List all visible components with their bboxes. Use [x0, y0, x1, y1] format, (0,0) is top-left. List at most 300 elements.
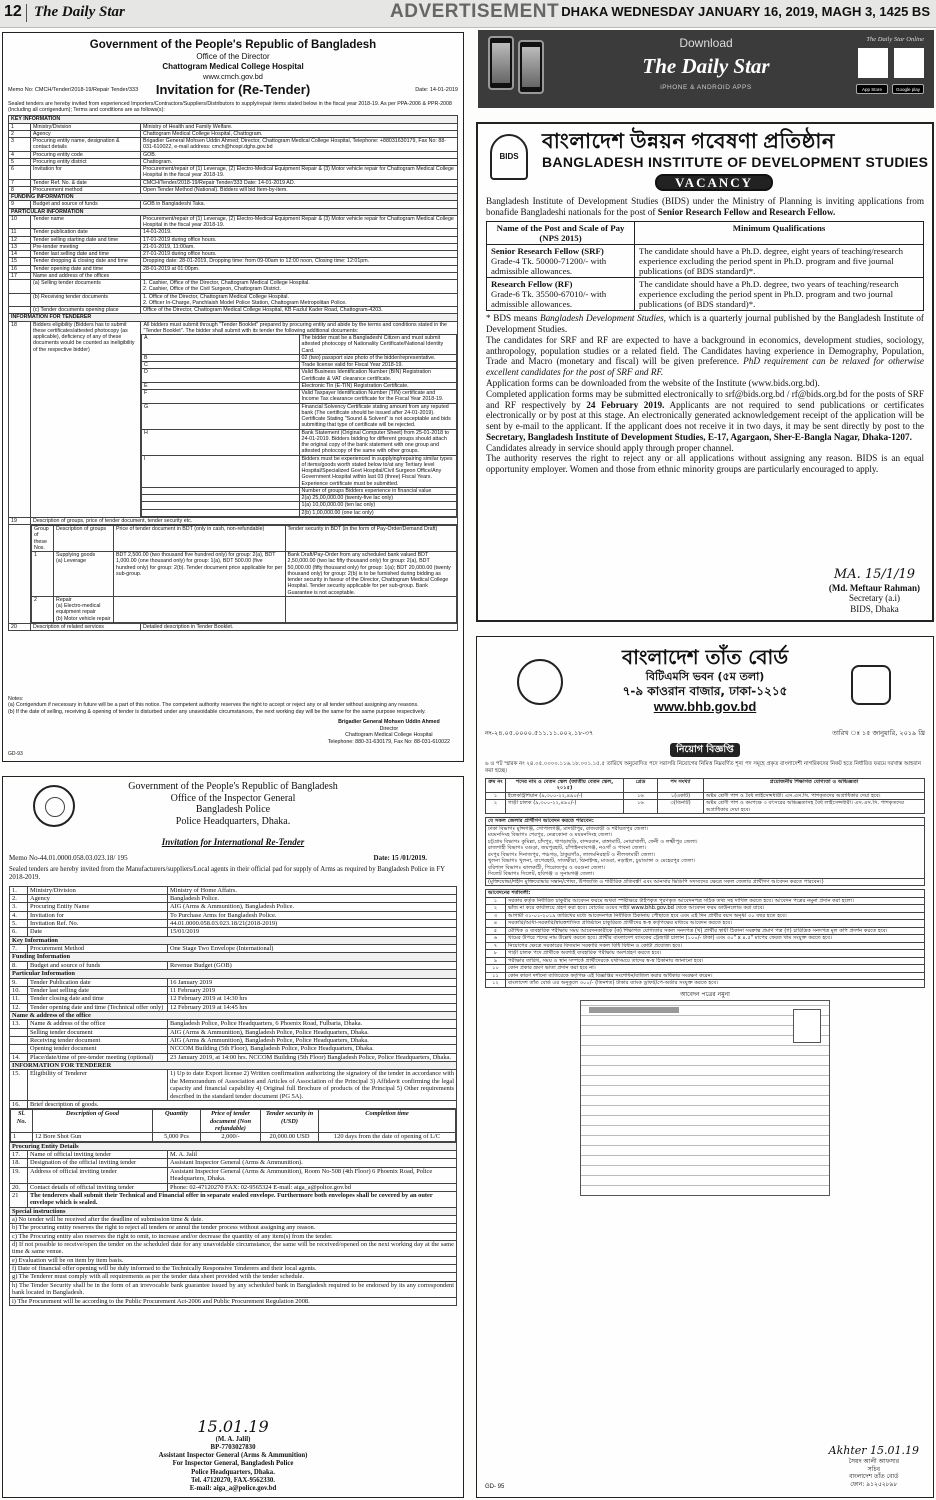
table-cell: Ministry of Health and Family Welfare. — [141, 123, 458, 130]
table-cell: গ্রেড — [624, 778, 658, 792]
cmch-title: Invitation for (Re-Tender) — [155, 81, 311, 97]
table-cell: 18. — [10, 1159, 28, 1167]
bids-para-submission: Completed application forms may be submitted electronically to srf@bids.org.bd / rf@bids.org.bd for the posts of SRF and RF respectively by 24 February 2019. Applicants are not required to send publications or certificates electronically or by post at this stage. An electronically generated acknowledgement receipt of the application will be sent by e-mail to the applicant. If the applicant does not receive it in two days, it may be sent directly by post to the Secretary, Bangladesh Institute of Development Studies, E-17, Agargaon, Sher-E-Bangla Nagar, Dhaka-1207. — [486, 388, 925, 442]
groups-cell — [31, 525, 458, 624]
table-cell: 2,000/- — [201, 1133, 261, 1141]
table-cell: 1 — [9, 123, 31, 130]
section-row — [9, 116, 458, 123]
table-cell: i) The Procurement will be according to the Public Procurement Act-2006 and Public Procurement Regulation 2008. — [10, 1297, 457, 1305]
table-row — [142, 390, 457, 404]
table-row — [9, 623, 458, 630]
table-cell: Procurement method — [31, 186, 141, 193]
cmch-signatory-post: Director — [379, 725, 399, 732]
form-heading-bar — [589, 1007, 679, 1013]
section-row — [10, 936, 457, 944]
table-cell: 4. — [10, 911, 28, 919]
table-cell: 11 — [9, 229, 31, 236]
table-cell: 120 days from the date of opening of L/C — [319, 1133, 456, 1141]
table-row — [10, 1191, 457, 1207]
bhb-signer-phone: ফোন: ৯১২৫২৮৯৮ — [850, 1481, 898, 1489]
table-cell — [9, 280, 31, 294]
table-cell: Assistant Inspector General (Arms & Ammunition), Room No-508 (4th Floor) 6 Phoenix Road, Police Headquarters, Dhaka. — [168, 1167, 457, 1183]
police-signer-name: (M. A. Jalil) — [215, 1435, 251, 1443]
section-heading: INFORMATION FOR TENDERER — [10, 1062, 457, 1070]
table-cell: 15 — [9, 258, 31, 265]
table-row — [9, 130, 458, 137]
bids-para-background: The candidates for SRF and RF are expected to have a background in economics, development studies, sociology, anthropology, population studies or a related field. The Candidates having experience in Demography, Population, Trade and Macro (monetary and fiscal) will be given preference. PhD requirement can be relaxed for otherwise excellent candidates for the post of SRF and RF. — [486, 334, 924, 378]
bids-english-title: BANGLADESH INSTITUTE OF DEVELOPMENT STUDIES — [542, 154, 929, 170]
table-row — [9, 243, 458, 250]
bhb-intro: ৬ ও পট স্মারক নং ২৪.০৫.০০০০.১১৬.১৮.০০১.১৫.৫ তারিখে অনুমোদিত পদে সরাসরি নিয়োগের নিমিত্ত নিম্নবর্ণিত শূন্য পদ সমূহে প্রকৃত বাংলাদেশী নাগরিকদের নিকট হতে নির্ধারিত ফরমে দরখাস্ত আহবান করা হচ্ছে। — [485, 760, 921, 774]
table-cell: Tender security in BDT (in the form of Pay-Order/Demand Draft) — [285, 526, 457, 552]
district-line: সিলেট বিভাগঃ সিলেট, হবিগঞ্জ ও সুনামগঞ্জ জেলা। — [488, 871, 595, 878]
table-row — [10, 1241, 457, 1257]
table-cell: Trade license valid for Fiscal Year 2018-19. — [299, 362, 457, 369]
google-play-button[interactable]: Google play — [892, 84, 924, 94]
section-heading: Particular Information — [10, 970, 457, 978]
app-store-button[interactable]: App Store — [856, 84, 888, 94]
table-row — [486, 965, 925, 973]
cmch-gd: GD-93 — [8, 750, 23, 757]
bids-signer-name: (Md. Meftaur Rahman) — [828, 582, 920, 593]
table-cell: 5,000 Pcs — [153, 1133, 201, 1141]
table-cell: Designation of the official inviting tender — [28, 1159, 168, 1167]
table-row — [487, 278, 924, 311]
table-cell: AIG (Arms & Ammunition), Bangladesh Police, Police Headquarters, Dhaka. — [168, 1028, 457, 1036]
table-cell: All bidders must submit through "Tender Booklet" prepared by procuring entity and abide by the terms and conditions stated in the "Tender Booklet". The bidder shall submit with its tender the following additional documents: — [143, 321, 448, 334]
bids-signatory — [829, 568, 920, 614]
district-list — [486, 825, 925, 878]
table-cell: Sl. No. — [11, 1110, 33, 1133]
table-cell: 3 — [9, 138, 31, 152]
section-heading: Name & address of the office — [10, 1011, 457, 1019]
table-row — [486, 800, 925, 814]
table-cell: e) Evaluation will be on item by item basis. — [10, 1256, 457, 1264]
table-row — [10, 886, 457, 894]
table-cell: Tender opening date and time (Technical offer only) — [28, 1003, 168, 1011]
table-cell: Tender Ref. No. & date — [31, 179, 141, 186]
post-qualification: The candidate should have a Ph.D. degree, two years of teaching/research experience excluding the period spent in Ph.D. program and two journal publications (of BDS standard)*. — [635, 278, 924, 311]
district-line: বরিশাল বিভাগঃ ঝালকাঠী, পিরোজপুর ও বরগুনা জেলা। — [488, 864, 605, 871]
issue-date: DHAKA WEDNESDAY JANUARY 16, 2019, MAGH 3, 1425 BS — [561, 4, 930, 19]
table-row — [142, 403, 457, 429]
table-row — [10, 1265, 457, 1273]
table-cell: 8 — [9, 186, 31, 193]
banner-download-label: Download — [679, 36, 733, 50]
table-cell: Date — [28, 928, 168, 936]
table-cell: 3. — [10, 903, 28, 911]
bhb-building: বিটিএমসি ভবন (৫ম তলা) — [645, 670, 765, 683]
cmch-memo: Memo No: CMCH/Tender/2018-19/Repair Tender/333 — [8, 86, 139, 93]
note-line: (b) If the date of selling, receiving & opening of tender is disturbed under any unavoidable circumstances, the next working day will be the same for the same purpose respectively. — [8, 708, 426, 715]
bhb-notice-badge: নিয়োগ বিজ্ঞপ্তি — [670, 743, 740, 757]
table-cell: 13. — [10, 1020, 28, 1028]
table-cell: 19. — [10, 1167, 28, 1183]
table-row — [486, 935, 925, 943]
table-cell: d) If not possible to receive/open the tender on the scheduled date for any unavoidable circumstance, the same will be received/opened on the next working day at the same time & same venue. — [10, 1241, 457, 1257]
table-cell — [141, 272, 458, 279]
bids-posts-table — [486, 221, 924, 312]
table-row — [9, 525, 458, 624]
table-cell: Quantity — [153, 1110, 201, 1133]
masthead — [0, 0, 936, 28]
table-row — [486, 778, 925, 792]
table-cell: ইলেকট্রিশিয়ান (৯,৩০০-২২,৪৯০/-) — [506, 792, 624, 800]
qr-code-icon — [858, 48, 888, 78]
section-heading: Key Information — [10, 936, 457, 944]
table-cell: Tender opening date and time — [31, 265, 141, 272]
table-row — [10, 1109, 457, 1142]
table-cell: 12 Bore Shot Gun — [33, 1133, 153, 1141]
table-cell: 18 — [9, 321, 31, 517]
table-cell: Phone: 02-47120270 FAX: 02-9565324 E-mail: aiga_a@police.gov.bd — [168, 1183, 457, 1191]
cmch-intro: Sealed tenders are hereby invited from experienced Importers/Contractors/Suppliers/Distributors to supply/repair items stated below in the fiscal year 2018-19. As per PPA-2006 & PPR-2008 (Including all corrigendum); Terms and conditions are as follows(s): — [8, 100, 452, 114]
table-cell: 7 — [9, 179, 31, 186]
table-cell: ক্রম নং — [486, 778, 506, 792]
table-cell: Tender publication date — [31, 229, 141, 236]
table-row — [486, 825, 925, 878]
table-row — [11, 1110, 456, 1133]
table-cell: 11 February 2019 — [168, 986, 457, 994]
bids-signer-org: BIDS, Dhaka — [850, 603, 899, 614]
table-row — [142, 502, 457, 509]
table-cell: 2. — [10, 894, 28, 902]
table-cell: আবেদনের শর্তাবলী: — [486, 890, 925, 898]
table-cell: A — [142, 335, 300, 355]
table-row — [10, 911, 457, 919]
bhb-signature: Akhter 15.01.19 — [828, 1443, 919, 1457]
table-cell: Procurement/repair of (1) Leverage, (2) Electro-Medical Equipment Repair & (3) Motor vehicle repair for Chattogram Medical College Hospital in the fiscal year 2018-19. — [141, 166, 458, 180]
table-cell: অষ্টম শ্রেণী পাশ ও বৈধ লাইসেন্সধারী। এস.এস.সি. পাশকৃতদের অগ্রাধিকার দেয়া হবে। — [704, 792, 925, 800]
table-cell: (b) Receiving tender documents — [31, 293, 141, 307]
table-cell: 17. — [10, 1151, 28, 1159]
page-number: 12 — [4, 3, 22, 20]
police-signatory — [3, 1417, 463, 1493]
police-header-2: Office of the Inspector General — [170, 792, 296, 804]
table-row — [10, 1273, 457, 1281]
table-cell: b) The procuring entity reserves the right to reject all tenders or annul the tender process without assigning any reason. — [10, 1224, 457, 1232]
table-cell: ভাঁজ না করে কার্যালয়ে গ্রহণ করা হবে। বোর্ডের ওয়েব সাইট www.bhb.gov.bd থেকে আবেদন ফরম ডাউনলোড করা যাবে। — [506, 905, 925, 913]
table-cell: 12 February 2019 at 14:30 hrs — [168, 995, 457, 1003]
table-row — [142, 369, 457, 383]
cmch-signatory-org: Chattogram Medical College Hospital — [345, 732, 433, 739]
table-row — [9, 236, 458, 243]
table-cell: 1(a) 10,00,000.00 (ten lac only) — [299, 502, 457, 509]
table-cell: ৮ — [486, 950, 506, 958]
bids-signer-post: Secretary (a.i) — [848, 593, 900, 604]
table-row — [486, 980, 925, 988]
bhb-date: তারিখ ঃ ১৫ জানুয়ারি, ২০১৯ খ্রি — [832, 729, 925, 737]
table-row — [486, 972, 925, 980]
eligibility-table — [141, 322, 457, 517]
table-row — [486, 942, 925, 950]
table-cell: খামের উপরে পদের নাম উল্লেখ করতে হবে। প্রার্থীর বাংলাদেশ ব্যাংকের ট্রেজারী চালান (১০০/- টাকা) এবং ৩০" x ৪.৫" মাপের ফেরত খাম সংযুক্ত করতে হবে। — [506, 935, 925, 943]
table-cell: Name of official inviting tender — [28, 1151, 168, 1159]
table-cell: Revenue Budget (GOB) — [168, 961, 457, 969]
table-cell: Eligibility of Tenderer — [28, 1070, 168, 1100]
district-line: ঢাকা বিভাগঃ মুন্সিগঞ্জ, গোপালগঞ্জ, মাদারীপুর, রাজবাড়ী ও শরীয়তপুর জেলা। — [488, 825, 649, 832]
bhb-recruitment-ad — [476, 636, 934, 1498]
police-tender-ad — [2, 776, 464, 1498]
table-cell: One Stage Two Envelope (International) — [168, 945, 457, 953]
table-cell: Bank Draft/Pay-Order from any scheduled bank valued BDT 2,50,000.00 (two lac fifty thousand only) for group: 2(a), BDT 50,000.00 (fifty thousand only) for group: 1(a); BDT 20,000.00 (twenty thousand only) for group: 2(b) is to be furnished during bidding as tender security in favour of the Director, Chattogram Medical College Hospital. Tender security applicable for per sub-group. Bank Guarantee is not acceptable. — [285, 552, 457, 597]
table-cell: ৩(তিনটি) — [658, 800, 704, 814]
table-row — [9, 138, 458, 152]
cmch-notes — [8, 696, 458, 715]
cmch-tender-ad — [2, 32, 464, 762]
table-row — [486, 905, 925, 913]
table-cell: Bangladesh Police. — [168, 894, 457, 902]
bhb-conditions-table — [485, 889, 925, 988]
table-cell: Place/date/time of pre-tender meeting (optional) — [28, 1053, 168, 1061]
table-cell — [10, 1045, 28, 1053]
table-cell: 15/01/2019 — [168, 928, 457, 936]
table-cell: (a) Selling tender documents — [31, 280, 141, 294]
table-row — [9, 251, 458, 258]
table-row — [10, 1100, 457, 1108]
table-cell: ১ — [486, 897, 506, 905]
app-download-banner[interactable] — [478, 30, 934, 108]
table-cell: Procuring entity code — [31, 151, 141, 158]
bids-vacancy-ad — [476, 122, 934, 622]
table-cell: মৌখিক ও ব্যবহারিক পরীক্ষায় সময় আবেদনকারীকে (ক) শিক্ষাগত যোগ্যতার সকল সনদপত্র (খ) প্রার্থীর স্থায়ী ঠিকানা সংক্রান্ত প্রমাণ পত্র (গ) চারিত্রিক সনদপত্র মূল কপি প্রদর্শন করতে হবে। — [506, 927, 925, 935]
table-cell: Office of the Director, Chattogram Medical College Hospital, KB Fazlul Kader Road, Chattogram-4203. — [141, 307, 458, 314]
bhb-website[interactable]: www.bhb.gov.bd — [653, 698, 757, 714]
table-cell: ৭ — [486, 942, 506, 950]
table-cell: 44.01.0000.058.03.023.18/21(2018-2019) — [168, 920, 457, 928]
bids-col-qualification: Minimum Qualifications — [635, 221, 924, 244]
table-cell: 1) Up to date Export license 2) Written confirmation authorizing the signatory of the tender in accordance with the Memorandum of Association and Articles of Association of the Principal 3) Affidavit confirming the legal capacity and financial capability 4) Original full Brochure of products of the Principal 5) Other requirements described in the standard tender document (PG 5A). — [168, 1070, 457, 1100]
table-cell: বাংলাদেশ তাঁত বোর্ড এর অনুকূলে ৩০০/- (তিনশত) টাকার ব্যাংক ড্রাফট/পে-অর্ডার সংযুক্ত করতে হবে। — [506, 980, 925, 988]
table-row — [10, 920, 457, 928]
post-grade: Grade-4 Tk. 50000-71200/- with admissible allowances. — [491, 255, 607, 276]
police-header-1: Government of the People's Republic of Bangladesh — [128, 781, 338, 792]
table-row — [10, 894, 457, 902]
table-cell: Valid Business Identification Number (BIN) Registration Certificate & VAT clearance certificate. — [299, 369, 457, 383]
table-cell: Agency — [31, 130, 141, 137]
bhb-title: বাংলাদেশ তাঁত বোর্ড — [621, 645, 789, 669]
bhb-posts-table — [485, 778, 925, 815]
table-cell: (c) Tender documents opening place — [31, 307, 141, 314]
table-cell — [142, 509, 300, 516]
section-heading: INFORMATION FOR TENDERER — [9, 314, 458, 321]
table-cell: ৪ — [486, 920, 506, 928]
table-cell: ৯ — [486, 957, 506, 965]
table-cell: GOB. — [141, 151, 458, 158]
table-cell: Procuring Entity Name — [28, 903, 168, 911]
table-cell: Bidders must be experienced in supplying/repairing similar types of items/goods worth stated below to/at any Tertiary level Hospital/Specialized Govt Hospital/Civil Surgeon Office/Any Government Hospital within last 03 (three) Fiscal Years. Experience certificate must be submitted. — [299, 455, 457, 487]
table-cell — [142, 495, 300, 502]
table-row — [10, 995, 457, 1003]
table-cell: ১৬ — [624, 800, 658, 814]
table-cell: Budget and source of funds — [31, 201, 141, 208]
table-row — [10, 1159, 457, 1167]
vacancy-badge: VACANCY — [655, 174, 773, 191]
goods-cell — [10, 1109, 457, 1142]
table-cell: নিয়োগের ক্ষেত্রে সরকারের বিদ্যমান সরকারি সকল বিধি বিধান ও কোটা প্রযোজ্য হবে। — [506, 942, 925, 950]
table-cell: Dropping date: 28-01-2019, Dropping time: from 09-00am to 12:00 noon, Closing time: 12:01pm. — [141, 258, 458, 265]
section-row — [9, 208, 458, 215]
table-cell: 11. — [10, 995, 28, 1003]
table-cell: Tender security in (USD) — [261, 1110, 319, 1133]
table-row — [32, 596, 457, 622]
table-row — [142, 509, 457, 516]
table-cell: Procuring entity district — [31, 158, 141, 165]
table-row — [10, 1183, 457, 1191]
table-cell: Ministry of Home Affairs. — [168, 886, 457, 894]
bids-para-rights: The authority reserves the right to reject any or all applications without assigning any reason. BIDS is an equal opportunity employer. Women and those from ethnic minority groups are particularly encouraged to apply. — [486, 453, 924, 475]
table-cell: 4 — [9, 151, 31, 158]
table-cell: c) The Procuring entity also reserves the right to omit, to increase and/or decrease the quantity of any item(s) from the tender. — [10, 1232, 457, 1240]
table-cell: 5 — [9, 158, 31, 165]
table-cell: Tender name — [31, 215, 141, 229]
table-cell: CMCH/Tender/2018-19/Repair Tender/333 Date: 14-01-2019 AD. — [141, 179, 458, 186]
table-cell: 12 — [9, 236, 31, 243]
police-emblem-icon — [33, 785, 75, 827]
table-cell: Ministry/Division — [28, 886, 168, 894]
table-cell: C — [142, 362, 300, 369]
table-cell: Detailed description in Tender Booklet. — [141, 623, 458, 630]
table-cell: 23 January 2019, at 14:00 hrs. NCCOM Building (5th Floor) Bangladesh Police, Police Headquarters, Dhaka. — [168, 1053, 457, 1061]
table-row — [142, 495, 457, 502]
district-line: ময়মনসিংহ বিভাগঃ শেরপুর, নেত্রকোনা ও ময়মনসিংহ জেলা। — [488, 832, 613, 839]
table-cell: 10. — [10, 986, 28, 994]
table-cell — [10, 1028, 28, 1036]
cmch-header-1: Government of the People's Republic of Bangladesh — [89, 39, 377, 51]
table-cell: Contact details of official inviting tender — [28, 1183, 168, 1191]
table-cell: I — [142, 455, 300, 487]
section-row — [9, 194, 458, 201]
table-cell: G — [142, 403, 300, 429]
table-cell: Bidders eligibility (Bidders has to submit these certificates/attested photocopy (as applicable), deficiency of any of these documents would be counted as ineligibility of the respective bidder) — [31, 321, 141, 517]
table-row — [9, 229, 458, 236]
cmch-info-table — [8, 115, 458, 631]
table-row — [10, 978, 457, 986]
cmch-signatory-phone: Telephone: 880-31-630179, Fax No: 88-031-610022 — [327, 738, 450, 745]
table-cell: ১০ — [486, 965, 506, 973]
table-cell: The tenderers shall submit their Technical and Financial offer in separate sealed envelope. Furthermore both envelopes shall be covered by an outer envelope which is sealed. — [28, 1191, 457, 1207]
table-row — [142, 335, 457, 355]
section-heading: PARTICULAR INFORMATION — [9, 208, 458, 215]
table-cell: সরকারি/আধা-সরকারি/স্বায়ত্তশাসিত প্রতিষ্ঠানে চাকুরিরত প্রার্থীদের স্ব-স্ব কর্তৃপক্ষের মাধ্যমে আবেদন করতে হবে। — [506, 920, 925, 928]
table-row — [10, 1167, 457, 1183]
table-row — [10, 1224, 457, 1232]
table-cell: Description of related services — [31, 623, 141, 630]
table-cell: D — [142, 369, 300, 383]
cmch-header-2: Office of the Director — [196, 52, 270, 62]
table-row — [10, 1053, 457, 1061]
table-cell: 9 — [9, 201, 31, 208]
table-cell: 12 February 2019 at 14:45 hrs — [168, 1003, 457, 1011]
table-cell: ১৬ — [624, 792, 658, 800]
section-heading: FUNDING INFORMATION — [9, 194, 458, 201]
table-cell: 1. Office of the Director, Chattogram Medical College Hospital. 2. Officer In-Charge, Panchlaish Model Police Station, Chattogram Metropolitan Police. — [141, 293, 458, 307]
banner-brand: The Daily Star — [642, 54, 770, 78]
bids-footnote: * BDS means Bangladesh Development Studies, which is a quarterly journal published by the Bangladesh Institute of Development Studies. — [486, 313, 924, 335]
table-cell: 1 — [11, 1133, 33, 1141]
section-heading: KEY INFORMATION — [9, 116, 458, 123]
table-cell: Financial Solvency Certificate stating amount from any reputed bank (The certificate should be issued after 24-01-2019). Certificate Stating "Sound & Solvent" is not acceptable and bids submitting that type of certificate will be rejected. — [299, 403, 457, 429]
table-cell: Bank Statement (Original Computer Sheet) from 25-01-2018 to 24-01-2019. Bidders bidding for different groups should attach the original copy of the bank statement with one group and attested photocopy of the same with other groups. — [299, 429, 457, 455]
table-cell: 2 — [9, 130, 31, 137]
table-cell: 13 — [9, 243, 31, 250]
table-row — [10, 1151, 457, 1159]
table-cell: 14 — [9, 251, 31, 258]
table-cell: (মুক্তিযোদ্ধা/শহীদ মুক্তিযোদ্ধার সন্তান/পোষ্য, উপজাতি ও শারীরিক প্রতিবন্ধী এবং আনসার ভিডিপি সদস্যদের ক্ষেত্রে সকল জেলার প্রার্থীগণ আবেদন করতে পারবেন।) — [486, 878, 925, 886]
table-cell — [142, 487, 300, 494]
table-cell: সরকার কর্তৃক নির্ধারিত চাকুরীর আবেদন ফরমে অথবা স্পষ্টাক্ষরে টাইপকৃত পূরণকৃত আবেদনপত্র সঠিক তথ্য সহ দাখিল করতে হবে। আবেদন পত্রের নমুনা প্রদান করা হলো। — [506, 897, 925, 905]
application-form-sample — [580, 1000, 830, 1196]
table-row — [142, 382, 457, 389]
table-cell: ১(একটি) — [658, 792, 704, 800]
table-row — [142, 487, 457, 494]
table-cell: 20,000.00 USD — [261, 1133, 319, 1141]
table-cell: The bidder must be a Bangladeshi Citizen and must submit attested photocopy of Nationality Certificate/National Identity Card. — [299, 335, 457, 355]
table-cell: E — [142, 382, 300, 389]
table-cell: F — [142, 390, 300, 404]
table-cell: 16. — [10, 1100, 28, 1108]
table-cell: Invitation Ref. No. — [28, 920, 168, 928]
police-signature: 15.01.19 — [197, 1416, 269, 1436]
table-row — [9, 201, 458, 208]
table-cell: 2(a) 25,00,000.00 (twenty-five lac only) — [299, 495, 457, 502]
table-row — [9, 280, 458, 294]
bhb-district-table — [485, 817, 925, 886]
table-cell: 27-01-2019 during office hours. — [141, 251, 458, 258]
table-cell: H — [142, 429, 300, 455]
police-header-4: Police Headquarters, Dhaka. — [175, 815, 291, 827]
table-cell: 1. Cashier, Office of the Director, Chattogram Medical College Hospital. 2. Cashier, Office of the Civil Surgeon, Chattogram District. — [141, 280, 458, 294]
table-row — [486, 818, 925, 826]
table-cell: Invitation for — [28, 911, 168, 919]
table-row — [10, 1070, 457, 1100]
table-row — [10, 903, 457, 911]
district-line: খুলনা বিভাগঃ খুলনা, বাগেরহাট, সাতক্ষীরা, ঝিনাইদহ, মাগুরা, নড়াইল, চুয়াডাঙ্গা ও মেহেরপুর জেলা। — [488, 858, 696, 865]
table-row — [10, 1020, 457, 1028]
bhb-memo: নং-২৪.০৫.০০০০.৫১১.১১.০০২.১৮-৩৭ — [485, 729, 594, 737]
table-cell: 6 — [9, 166, 31, 180]
bids-para-forms: Application forms can be downloaded from the website of the Institute (www.bids.org.bd). — [486, 378, 820, 388]
table-cell: Tender dropping & closing date and time — [31, 258, 141, 265]
table-cell: ২ — [486, 800, 506, 814]
table-row — [9, 321, 458, 517]
section-row — [10, 953, 457, 961]
table-row — [142, 322, 457, 335]
table-row — [486, 957, 925, 965]
table-cell: Pre-tender meeting — [31, 243, 141, 250]
table-cell: 8. — [10, 961, 28, 969]
table-cell: ১১ — [486, 972, 506, 980]
table-cell: To Purchase Arms for Bangladesh Police. — [168, 911, 457, 919]
table-row — [486, 920, 925, 928]
table-row — [10, 1215, 457, 1223]
table-cell: ১২ — [486, 980, 506, 988]
table-cell: 1 — [32, 552, 54, 597]
table-row — [486, 927, 925, 935]
table-row — [10, 1256, 457, 1264]
table-cell: পরীক্ষার তারিখ, সময় ও স্থান সম্পর্কে প্রার্থীদেরকে যথাসময়ে তাদের স্ব-স্ব ঠিকানায় জানানো হবে। — [506, 957, 925, 965]
table-cell: Procuring entity name, designation & contact details — [31, 138, 141, 152]
table-row — [10, 1045, 457, 1053]
table-cell — [9, 307, 31, 314]
table-cell: AIG (Arms & Ammunition), Bangladesh Police, Police Headquarters, Dhaka. — [168, 1037, 457, 1045]
table-cell: 20. — [10, 1183, 28, 1191]
table-row — [9, 166, 458, 180]
table-cell: Ministry/Division — [31, 123, 141, 130]
table-cell: ২ — [486, 905, 506, 913]
table-cell: Tender last selling date and time — [31, 251, 141, 258]
table-cell: 7. — [10, 945, 28, 953]
